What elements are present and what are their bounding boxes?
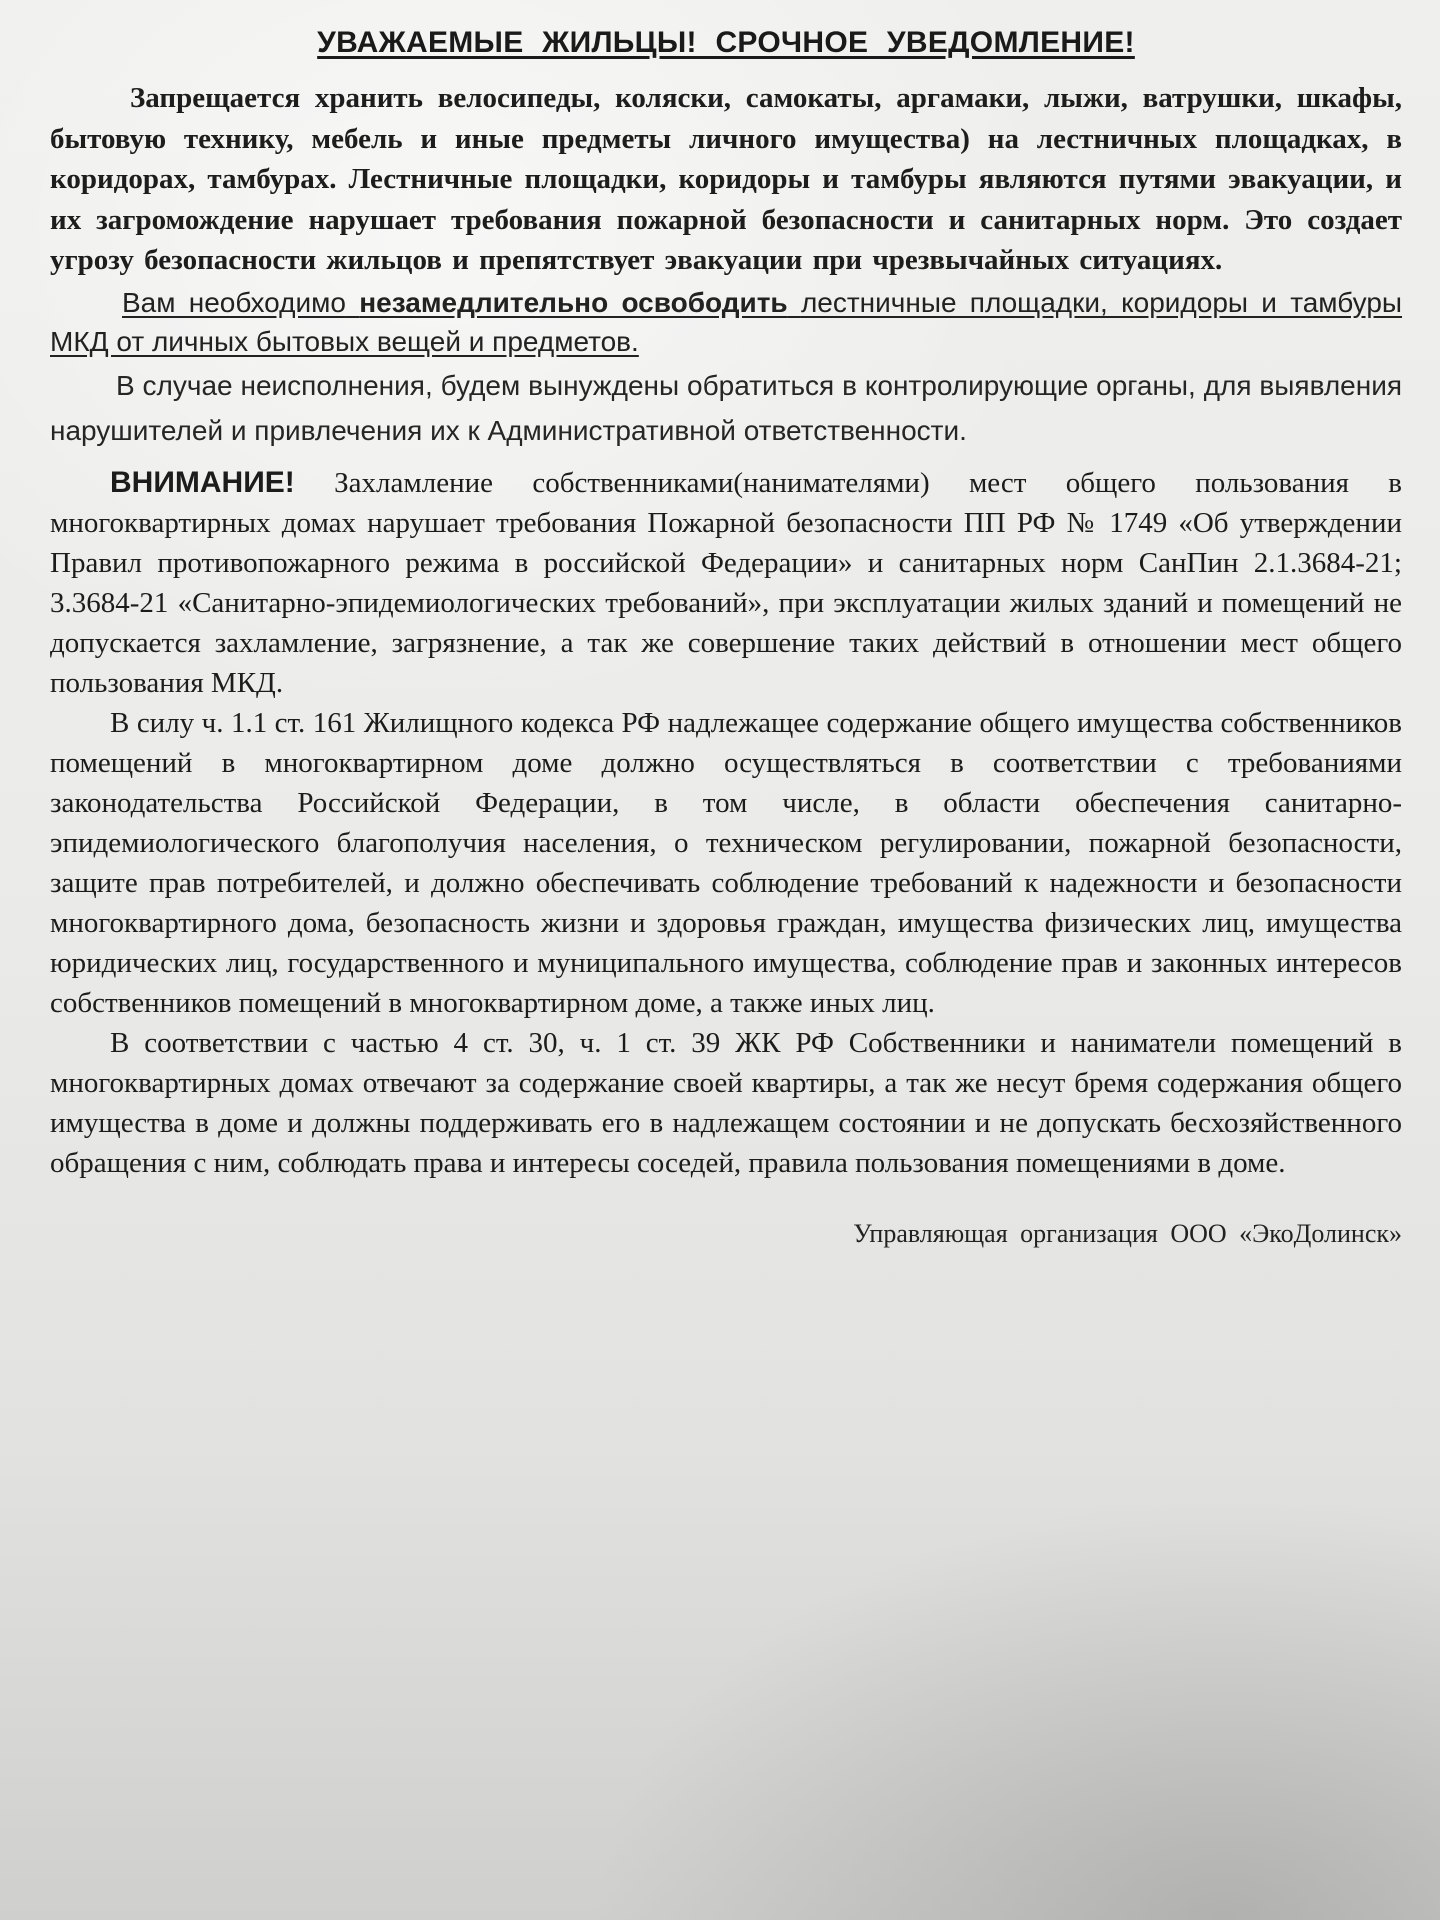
prohibition-paragraph: Запрещается хранить велосипеды, коляски, самокаты, аргамаки, лыжи, ватрушки, шкафы, бытовую технику, мебель и иные предметы личного имущества) на лестничных площадках, в коридорах, тамбурах. Лестничные площадки, коридоры и тамбуры являются путями эвакуации, и их загромождение нарушает требования пожарной безопасности и санитарных норм. Это создает угрозу безопасности жильцов и препятствует эвакуации при чрезвычайных ситуациях. (50, 82, 1402, 276)
demand-emphasis: незамедлительно освободить (359, 286, 788, 318)
housing-code-paragraph: В силу ч. 1.1 ст. 161 Жилищного кодекса РФ надлежащее содержание общего имущества собственников помещений в многоквартирном доме должно осуществляться в соответствии с требованиями законодательства Российской Федерации, в том числе, в области обеспечения санитарно-эпидемиологического благополучия населения, о техническом регулировании, пожарной безопасности, защите прав потребителей, и должно обеспечивать соблюдение требований к надежности и безопасности многоквартирного дома, безопасность жизни и здоровья граждан, имущества физических лиц, имущества юридических лиц, государственного и муниципального имущества, соблюдение прав и законных интересов собственников помещений в многоквартирном доме, а также иных лиц. (50, 706, 1402, 1019)
attention-body: Захламление собственниками(нанимателями) мест общего пользования в многоквартирных домах нарушает требования Пожарной безопасности ПП РФ № 1749 «Об утверждении Правил противопожарного режима в российской Федерации» и санитарных норм СанПин 2.1.3684-21; 3.3684-21 «Санитарно-эпидемиологических требований», при эксплуатации жилых зданий и помещений не допускается захламление, загрязнение, а так же совершение таких действий в отношении мест общего пользования МКД. (50, 466, 1403, 699)
signature: Управляющая организация ООО «ЭкоДолинск» (853, 1218, 1402, 1248)
demand-start: Вам необходимо (122, 286, 346, 318)
demand-end: лестничные площадки, коридоры и тамбуры МКД от личных бытовых вещей и предметов. (50, 286, 1403, 357)
owners-duty-paragraph: В соответствии с частью 4 ст. 30, ч. 1 ст. 39 ЖК РФ Собственники и наниматели помещений в многоквартирных домах отвечают за содержание своей квартиры, а так же несут бремя содержания общего имущества в доме и должны поддерживать его в надлежащем состоянии и не допускать бесхозяйственного обращения с ним, соблюдать права и интересы соседей, правила пользования помещениями в доме. (50, 1026, 1402, 1179)
demand-paragraph (50, 283, 1402, 361)
consequence-paragraph: В случае неисполнения, будем вынуждены обратиться в контролирующие органы, для выявления нарушителей и привлечения их к Административной ответственности. (50, 369, 1402, 446)
attention-paragraph (50, 463, 1402, 703)
attention-lead: ВНИМАНИЕ! (110, 465, 295, 499)
notice-title: УВАЖАЕМЫЕ ЖИЛЬЦЫ! СРОЧНОЕ УВЕДОМЛЕНИЕ! (317, 26, 1135, 59)
